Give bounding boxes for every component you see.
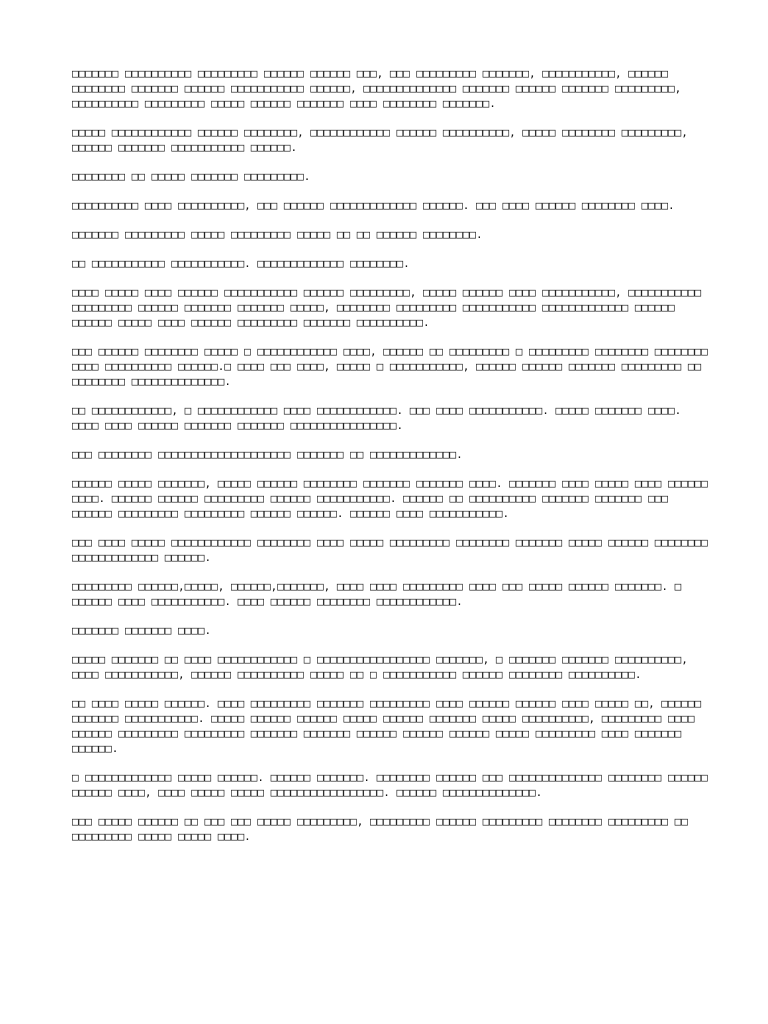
paragraph-3: □□□□□□□□ □□ □□□□□ □□□□□□□ □□□□□□□□□. — [72, 170, 311, 183]
paragraph-2: □□□□□ □□□□□□□□□□□□ □□□□□□ □□□□□□□□, □□□□□□□□□□□□ □□□□□□ □□□□□□□□□□, □□□□□ □□□□□□□□ □□□□□□□□□, □□□□□□ □□□□□□□ □□□□□□□□□□□ □□□□□□. — [72, 126, 688, 154]
paragraph-7: □□□□ □□□□□ □□□□ □□□□□□ □□□□□□□□□□□ □□□□□□ □□□□□□□□□, □□□□□ □□□□□□ □□□□ □□□□□□□□□□□, □□□□□□□□□□□ □□□□□□□□□ □□□□□□ □□□□□□□ □□□□□□□ □□□□□, □□□□□□□□ □□□□□□□□□ □□□□□□□□□□□ □□□□□□□□□□□□□ □□□□□□ □□□□□□ □□□□□ □□□□ □□□□□□ □□□□□□□□□ □□□□□□□ □□□□□□□□□□. — [72, 286, 702, 329]
paragraph-15: □□□□□ □□□□□□□ □□ □□□□ □□□□□□□□□□□□ □ □□□□□□□□□□□□□□□□□ □□□□□□□, □ □□□□□□□ □□□□□□□ □□□□□□□□□□, □□□□ □□□□□□□□□□□, □□□□□□ □□□□□□□□□□ □□□□□ □□ □ □□□□□□□□□□□ □□□□□□ □□□□□□□□ □□□□□□□□□□. — [72, 653, 688, 681]
paragraph-11: □□□□□□ □□□□□ □□□□□□□, □□□□□ □□□□□□ □□□□□□□□ □□□□□□□ □□□□□□□ □□□□. □□□□□□□ □□□□ □□□□□ □□□□ □□□□□□ □□□□. □□□□□□ □□□□□□ □□□□□□□□□ □□□□□□ □□□□□□□□□□□. □□□□□□ □□ □□□□□□□□□□ □□□□□□□ □□□□□□□ □□□ □□□□□□ □□□□□□□□□ □□□□□□□□□ □□□□□□ □□□□□□. □□□□□□ □□□□ □□□□□□□□□□□. — [72, 477, 708, 520]
paragraph-6: □□ □□□□□□□□□□□ □□□□□□□□□□□. □□□□□□□□□□□□□ □□□□□□□□. — [72, 257, 410, 270]
paragraph-16: □□ □□□□ □□□□□ □□□□□□. □□□□ □□□□□□□□□ □□□□□□□ □□□□□□□□□ □□□□ □□□□□□ □□□□□□ □□□□ □□□□□ □□, □□□□□□ □□□□□□□ □□□□□□□□□□□. □□□□□ □□□□□□ □□□□□□ □□□□□ □□□□□□ □□□□□□□ □□□□□ □□□□□□□□□□, □□□□□□□□□ □□□□ □□□□□□ □□□□□□□□□ □□□□□□□□□ □□□□□□□ □□□□□□□ □□□□□□ □□□□□□ □□□□□□ □□□□□ □□□□□□□□□ □□□□ □□□□□□□ □□□□□□. — [72, 697, 702, 755]
paragraph-8: □□□ □□□□□□ □□□□□□□□ □□□□□ □ □□□□□□□□□□□□ □□□□, □□□□□□ □□ □□□□□□□□□ □ □□□□□□□□□ □□□□□□□□ □□□□□□□□ □□□□ □□□□□□□□□□ □□□□□□.□ □□□□ □□□ □□□□, □□□□□ □ □□□□□□□□□□□, □□□□□□ □□□□□□ □□□□□□□ □□□□□□□□□ □□ □□□□□□□□ □□□□□□□□□□□□□□. — [72, 345, 708, 388]
paragraph-4: □□□□□□□□□□ □□□□ □□□□□□□□□□, □□□ □□□□□□ □□□□□□□□□□□□□ □□□□□□. □□□ □□□□ □□□□□□ □□□□□□□□ □□□□. — [72, 199, 675, 212]
paragraph-14: □□□□□□□ □□□□□□□ □□□□. — [72, 624, 212, 637]
document-body — [72, 66, 712, 858]
paragraph-5: □□□□□□□ □□□□□□□□□ □□□□□ □□□□□□□□□ □□□□□ □□ □□ □□□□□□ □□□□□□□□. — [72, 228, 483, 241]
paragraph-17: □ □□□□□□□□□□□□□ □□□□□ □□□□□□. □□□□□□ □□□□□□□. □□□□□□□□ □□□□□□ □□□ □□□□□□□□□□□□□□ □□□□□□□□ □□□□□□ □□□□□□ □□□□, □□□□ □□□□□ □□□□□ □□□□□□□□□□□□□□□□□. □□□□□□ □□□□□□□□□□□□□□. — [72, 771, 708, 799]
paragraph-10: □□□ □□□□□□□□ □□□□□□□□□□□□□□□□□□□□ □□□□□□□ □□ □□□□□□□□□□□□□. — [72, 448, 463, 461]
paragraph-12: □□□ □□□□ □□□□□ □□□□□□□□□□□□ □□□□□□□□ □□□□ □□□□□ □□□□□□□□□ □□□□□□□□ □□□□□□□ □□□□□ □□□□□□ □□□□□□□□ □□□□□□□□□□□□□ □□□□□□. — [72, 536, 708, 564]
paragraph-13: □□□□□□□□□ □□□□□□,□□□□□, □□□□□□,□□□□□□□, □□□□ □□□□ □□□□□□□□□ □□□□ □□□ □□□□□ □□□□□□ □□□□□□□. □ □□□□□□ □□□□ □□□□□□□□□□□. □□□□ □□□□□□ □□□□□□□□ □□□□□□□□□□□□. — [72, 580, 682, 608]
paragraph-9: □□ □□□□□□□□□□□□, □ □□□□□□□□□□□□ □□□□ □□□□□□□□□□□□. □□□ □□□□ □□□□□□□□□□□. □□□□□ □□□□□□□ □□□□. □□□□ □□□□ □□□□□□ □□□□□□□ □□□□□□□ □□□□□□□□□□□□□□□□. — [72, 404, 682, 432]
paragraph-18: □□□ □□□□□ □□□□□□ □□ □□□ □□□ □□□□□ □□□□□□□□□, □□□□□□□□□ □□□□□□ □□□□□□□□□ □□□□□□□□ □□□□□□□□□ □□ □□□□□□□□□ □□□□□ □□□□□ □□□□. — [72, 815, 688, 843]
paragraph-1: □□□□□□□ □□□□□□□□□□ □□□□□□□□□ □□□□□□ □□□□□□ □□□, □□□ □□□□□□□□□ □□□□□□□, □□□□□□□□□□□, □□□□□□ □□□□□□□□ □□□□□□□ □□□□□□ □□□□□□□□□□□ □□□□□□, □□□□□□□□□□□□□□ □□□□□□□ □□□□□□ □□□□□□□ □□□□□□□□□, □□□□□□□□□□ □□□□□□□□□ □□□□□ □□□□□□ □□□□□□□ □□□□ □□□□□□□□ □□□□□□□. — [72, 67, 682, 110]
